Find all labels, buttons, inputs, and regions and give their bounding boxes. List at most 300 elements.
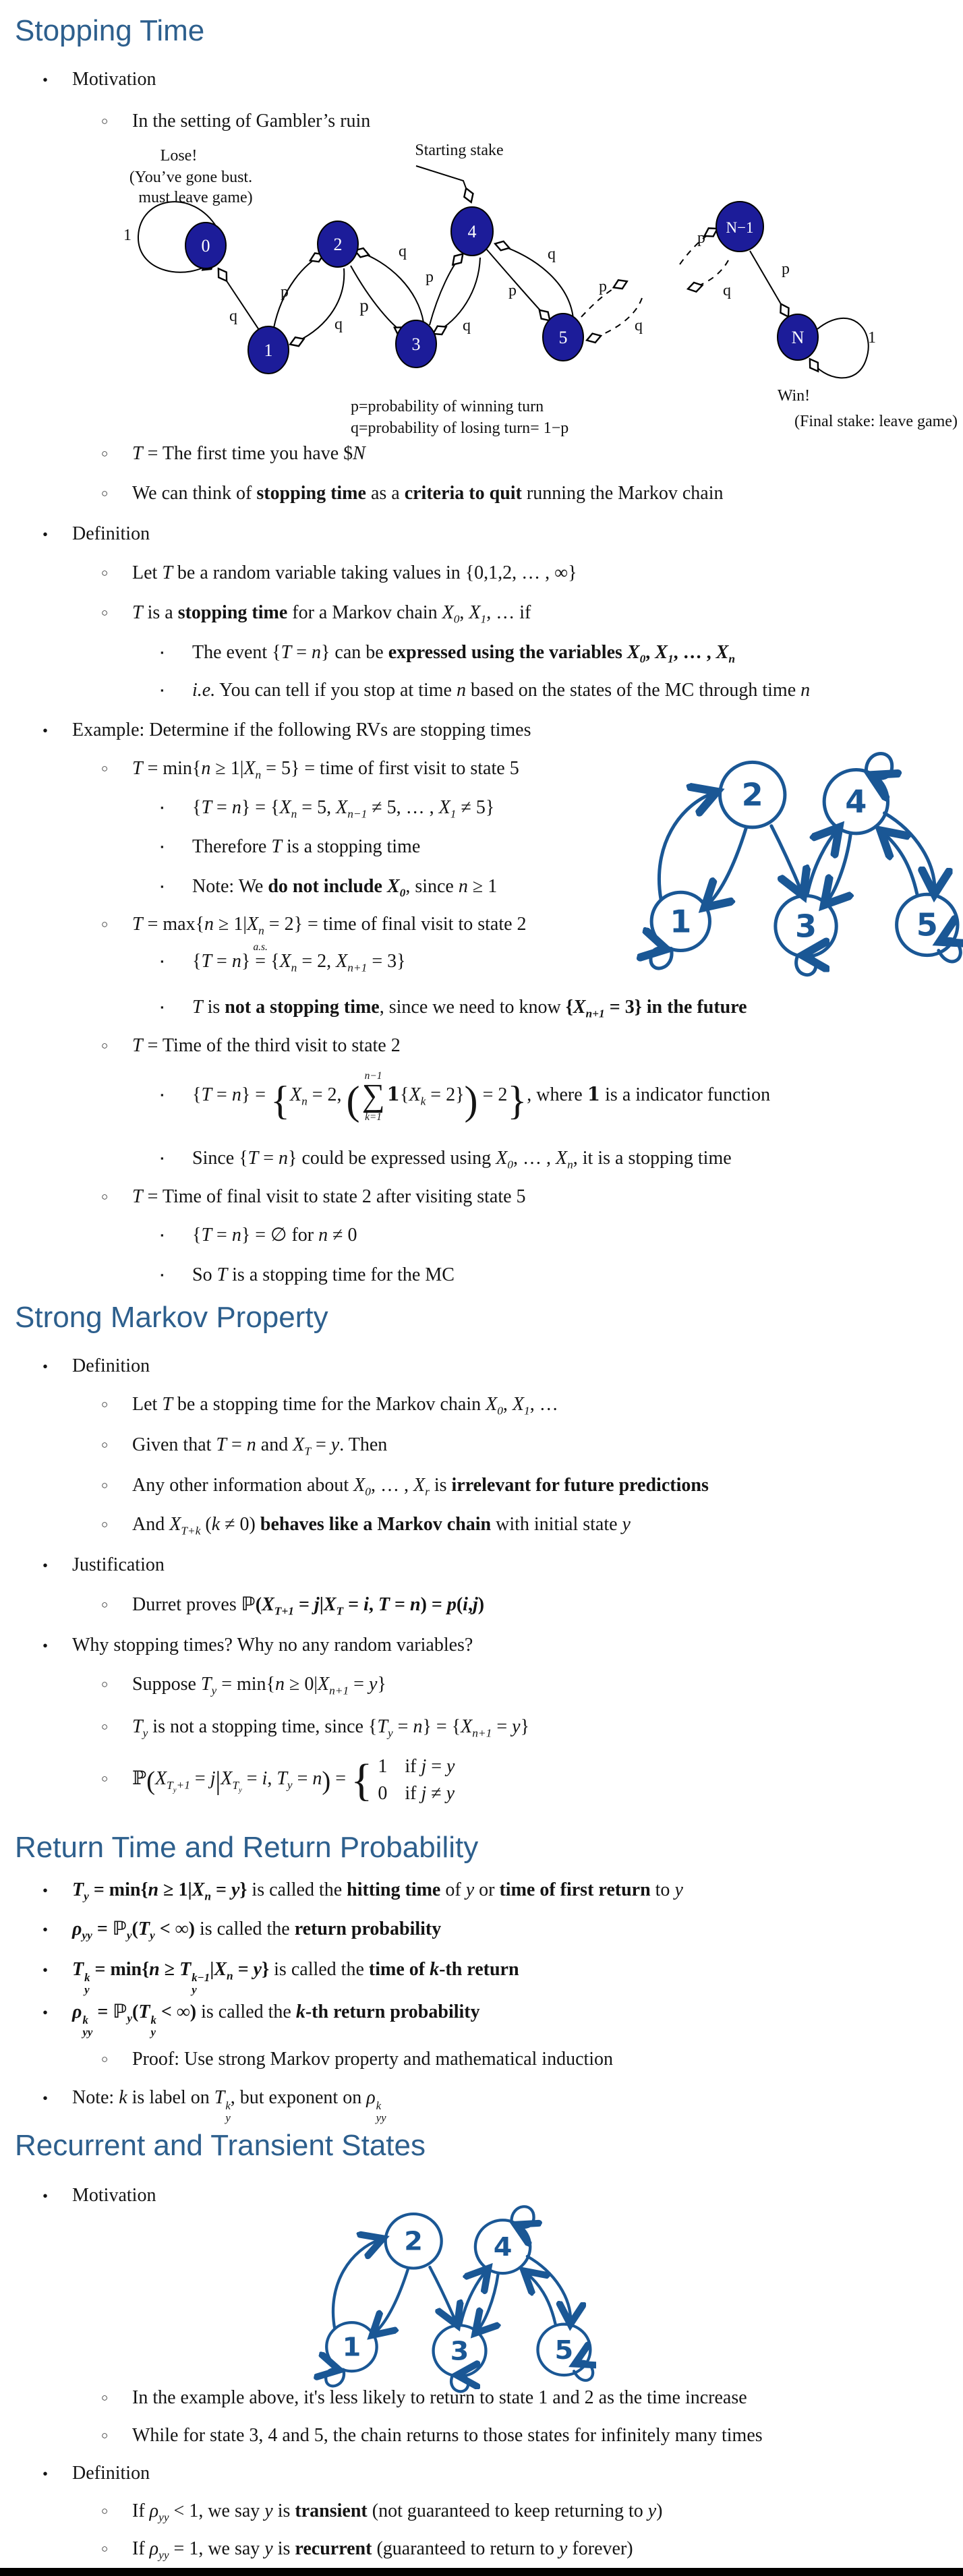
text-run: $\rho_{yy}$ [149,2538,169,2562]
text-run: $X_0$ [496,1148,513,1171]
bullet-glyph: ○ [101,1678,109,1691]
text-run: < ∞) [156,2001,197,2022]
text-run: $X_0$ [386,876,406,900]
text-run: of [440,1879,466,1900]
text-run: k [211,1514,221,1535]
subscript: n [291,961,297,974]
bullet-glyph: ▪ [160,1002,164,1012]
text-run: , [459,602,469,623]
subscript: T+1 [274,1604,294,1618]
outline-item [101,109,370,136]
summation: n−1 ∑ k=1 [361,1070,385,1123]
text-run: with initial state [491,1514,622,1535]
bullet-glyph: ▪ [160,956,164,966]
outline-item [101,1185,526,1211]
text-run: expressed using the variables [388,642,627,663]
text-run: T [216,1434,227,1455]
svg-text:1: 1 [868,329,876,347]
text-run: if [405,1756,421,1777]
text-run: Suppose [132,1674,201,1695]
text-run: y [559,2538,568,2559]
subscript: y [127,2012,133,2025]
svg-text:2: 2 [333,235,343,254]
outline-item [101,1433,387,1459]
text-run: = [212,1225,232,1246]
bullet-glyph: • [42,1637,49,1654]
text-run: T [201,797,212,818]
text-run: ( [132,1919,138,1939]
text-run: Given that [132,1434,216,1455]
text-run: T [132,1035,143,1056]
text-run: ≥ 0| [285,1674,318,1695]
subscript: n+1 [472,1726,492,1740]
text-run: = 3} [604,997,647,1018]
outline-item [160,875,497,902]
text-run: $X_n$ [279,951,297,974]
svg-text:p: p [281,283,289,301]
text-run: , [467,1594,473,1615]
text-run: $X_{n+1}$ [336,951,368,974]
text-run: = [392,1716,413,1737]
text-run: i [262,1768,268,1790]
text-run: = [212,1084,232,1106]
text-run: T [281,642,292,663]
text-run: y [368,1674,378,1695]
text-run: < 1, we say [169,2500,265,2521]
super-subscript: k y [150,2014,156,2039]
text-run: $X_T$ [323,1594,344,1618]
text-run: -th return probability [305,2001,480,2022]
text-run: is [272,2538,295,2559]
super-subscript: k y [225,2099,231,2124]
bullet-glyph: ○ [101,918,109,931]
subscript: yy [82,1929,92,1942]
text-run: } [262,1959,270,1980]
text-run: ℙ$_y$ [112,1919,132,1942]
text-run: is called the [269,1959,369,1980]
text-run: k [119,2087,127,2108]
bullet-glyph: ○ [101,1190,109,1203]
text-run: Since { [192,1148,248,1169]
outline-item [42,1917,441,1942]
bullet-glyph: • [42,722,49,739]
super-subscript: k−1 y [192,1971,210,1996]
text-run: $X_{n+1}$ [573,997,605,1020]
text-run: $X_r$ [413,1475,430,1498]
svg-text:Starting stake: Starting stake [415,142,504,159]
cases-row [378,1782,455,1806]
tall-delimiter: ( [346,1078,360,1124]
text-run: Definition [72,2463,150,2484]
text-run: is label on [127,2087,214,2108]
text-run: T [201,1084,212,1106]
text-run: < ∞) [154,1919,195,1939]
text-run: $X_1$ [512,1394,530,1417]
text-run: Note: We [192,876,268,897]
subscript: 0 [399,886,406,900]
text-run: and [256,1434,293,1455]
bullet-glyph: ○ [101,1039,109,1052]
text-run: $T_y$ [276,1768,293,1792]
bullet-glyph: ▪ [160,881,164,891]
bullet-glyph: • [42,1962,49,1979]
text-run: $X_n$ [214,1959,233,1983]
text-run: ≥ 1 [467,876,498,897]
subscript: n+1 [585,1007,605,1020]
edge-3-4 [807,830,837,894]
text-run: } = { [422,1716,461,1737]
text-run: T [132,602,143,623]
text-run: n [311,642,321,663]
text-run: (guaranteed to return to [372,2538,560,2559]
svg-text:3: 3 [411,334,421,354]
text-run: y [231,1879,240,1900]
text-run: based on the states of the MC through time [465,680,801,701]
text-run: is a indicator function [600,1084,771,1106]
text-run: $X_n$ [289,1084,308,1109]
bullet-glyph: ○ [101,2053,109,2066]
text-run: Note: [72,2087,119,2108]
text-run: n [413,1716,423,1737]
text-run: { [192,797,202,818]
text-run: n [279,1148,289,1169]
bullet-glyph: ▪ [160,1153,164,1163]
text-run: running the Markov chain [521,483,724,504]
outline-item [101,1755,455,1806]
text-run: j [210,1768,216,1790]
text-run: T [201,1225,212,1246]
text-run: ρ k yy [72,2001,93,2039]
subscript: y [387,1726,393,1740]
text-run: = [390,1594,410,1615]
edge-4-3 [434,258,480,333]
text-run: (not guaranteed to keep returning to [367,2500,648,2521]
svg-text:p: p [359,295,369,316]
svg-text:q: q [399,243,407,260]
text-run: $X_1$ [469,602,487,626]
text-run: = 5} = time of first visit to state 5 [261,758,519,779]
outline-item [42,2000,480,2038]
text-run: k [430,1959,440,1980]
text-run: hitting time [347,1879,441,1900]
edge-4-5 [885,813,935,891]
text-run: Example: Determine if the following RVs are stopping times [72,720,531,740]
text-run: n [231,1225,241,1246]
text-run: = 2} = time of final visit to state 2 [264,914,527,935]
text-run: or [474,1879,500,1900]
subscript: n [301,1095,308,1109]
bullet-glyph: • [42,1557,49,1574]
heading-recurrent-transient [15,2128,426,2163]
text-run: y [446,1783,455,1804]
heading-strong-markov [15,1300,328,1335]
text-run: ℙ$_y$ [113,2001,133,2025]
text-run: ≠ 0 [328,1225,357,1246]
text-run: $X_1$ [655,642,674,666]
svg-text:N−1: N−1 [726,219,754,236]
outline-item [160,1263,455,1290]
bullet-glyph: ○ [101,115,109,127]
svg-text:q: q [723,282,731,299]
subscript: n+1 [347,961,368,974]
text-run: T [216,1264,228,1285]
outline-item [101,2047,613,2074]
text-run: T [378,1594,390,1615]
text-run: T k−1 y [179,1959,210,1996]
text-run: $X_n$ [247,914,264,937]
text-run: ) [477,1594,485,1615]
text-run: T k y [72,1959,90,1996]
text-run: is [202,997,225,1018]
text-run: = The first time you have $ [142,443,353,464]
text-run: , since we need to know [379,997,566,1018]
window-bottom-edge [0,2568,963,2576]
text-run: { [192,1084,202,1106]
text-run: T [162,1394,173,1415]
text-run: irrelevant for future predictions [451,1475,709,1496]
tall-delimiter: { [270,1078,290,1124]
subscript [167,1779,190,1792]
text-run: $X_{n+1}$ [317,1674,349,1697]
text-run: The event { [192,642,281,663]
svg-text:q=probability of losing turn=: q=probability of losing turn= 1−p [351,419,569,437]
subscript [232,1779,241,1792]
bullet-glyph: • [42,2004,49,2021]
svg-text:4: 4 [493,2232,513,2262]
text-run: 1 [386,1083,401,1106]
subscript: n [204,1890,211,1903]
outline-item [160,796,494,823]
subscript: yy [158,2511,169,2524]
subscript: y [126,1929,132,1942]
text-run: } could be expressed using [288,1148,496,1169]
text-run: not a stopping time [225,997,380,1018]
bullet-glyph: ○ [101,762,109,775]
edge-5-4 [883,833,917,894]
text-run: $T_y$ [200,1674,217,1697]
text-run: { [192,951,202,972]
text-run: y [330,1434,340,1455]
bullet-glyph: ○ [101,1598,109,1611]
text-run: { [266,951,280,972]
subscript: 0 [497,1404,503,1417]
bullet-glyph: ○ [101,606,109,619]
cases-row [378,1755,455,1779]
outline-item [160,995,747,1022]
text-run: . Then [339,1434,388,1455]
text-run: to [650,1879,675,1900]
outline-item [101,2537,633,2563]
bullet-glyph: ○ [101,1772,109,1786]
outline-item [101,1715,529,1741]
text-run: i [463,1594,468,1615]
outline-item [160,835,420,862]
text-run: = [426,1756,447,1777]
svg-text:1: 1 [264,341,273,360]
outline-item [160,678,810,705]
text-run: N [353,443,366,464]
svg-text:q: q [548,245,556,263]
text-run: do not include [268,876,387,897]
heading-stopping-time [15,13,204,49]
text-run: T k y [214,2087,231,2124]
svg-text:q: q [229,308,237,325]
text-run: = [258,1148,279,1169]
text-run: 1 [587,1083,601,1106]
text-run: $T_y$ [167,1779,177,1794]
text-run: n [275,1674,285,1695]
hand-drawn-chain-figure [310,2193,596,2397]
text-run: n [458,876,468,897]
text-run: = [349,1674,369,1695]
subscript: y [173,1786,177,1794]
subscript: 1 [480,612,487,626]
subscript: n [567,1158,573,1171]
edge-4-5 [486,248,549,320]
text-run: So [192,1264,217,1285]
tall-delimiter: ) [464,1078,478,1124]
text-run: = [227,1434,247,1455]
text-run: } = ∅ for [241,1225,319,1246]
text-run: T [271,836,282,857]
state-node-labels [202,219,805,360]
text-run: recurrent [295,2538,372,2559]
subscript: yy [158,2548,169,2562]
text-run: Motivation [72,2185,156,2206]
text-run: Let [132,1394,163,1415]
outline-item [101,2499,662,2525]
bullet-glyph: • [42,1921,49,1938]
text-run: k [295,2001,305,2022]
hand-drawn-chain-figure [633,737,963,981]
svg-text:3: 3 [450,2337,469,2367]
text-run: { [192,1225,202,1246]
text-run: If [132,2538,150,2559]
subscript: y [211,1684,217,1697]
text-run: | [210,1959,214,1980]
text-run: = [291,642,312,663]
outline-item [42,1633,473,1658]
tall-delimiter: ) [322,1767,331,1796]
subscript: n [227,1969,233,1983]
text-run: T [132,1186,143,1207]
text-run: criteria to quit [404,483,522,504]
text-run: = [241,1768,262,1790]
text-run: ≠ [426,1783,446,1804]
text-run: -th return [439,1959,519,1980]
text-run: $X_0$ [486,1394,503,1417]
svg-text:p: p [782,260,790,278]
text-run: Return Time and Return Probability [15,1831,479,1864]
text-run: is a [142,602,178,623]
text-run: $X_{n+1}$ [461,1716,492,1740]
outline-item [160,1071,770,1122]
svg-text:2: 2 [741,776,763,813]
text-run: n [246,1434,256,1455]
text-run: ≠ 5, … , [367,797,439,818]
subscript: y [238,1786,242,1794]
text-run: time of [368,1959,430,1980]
text-run: n [409,1594,421,1615]
text-run: n [231,951,241,972]
svg-text:q: q [635,317,643,334]
text-run: be a stopping time for the Markov chain [172,1394,486,1415]
text-run: i.e. [192,680,216,701]
text-run: , … , [370,1475,413,1496]
text-run: i [363,1594,369,1615]
subscript: n+1 [329,1684,349,1697]
text-run: } = [241,1084,271,1106]
text-run: y [622,1514,631,1535]
outline-item [160,1223,357,1250]
edge-2-1 [707,827,746,905]
edge-4-3 [826,834,850,902]
svg-text:1: 1 [342,2333,361,2363]
svg-text:5: 5 [916,906,938,943]
text-run: = [212,951,232,972]
text-run: Any other information about [132,1475,354,1496]
text-run: $X_{T_y+1}$ [154,1768,190,1794]
text-run: $X_n$ [243,758,262,782]
subscript: n [255,768,262,782]
text-run: , but exponent on [230,2087,367,2108]
text-run: T [192,997,203,1018]
outline-item [160,641,735,668]
text-run: n [312,1768,322,1790]
super-subscript: k y [84,1971,90,1996]
text-run: $X_T$ [293,1434,311,1458]
text-run: = [292,1768,313,1790]
text-run: Stopping Time [15,14,205,47]
text-run: $X_0$ [626,642,646,666]
text-run: n [148,1879,159,1900]
text-run: $X_{n-1}$ [336,797,368,821]
text-run: T [247,1148,259,1169]
text-run: T [132,443,143,464]
heading-return-time [15,1830,478,1865]
text-run: = 2} [426,1084,465,1106]
text-run: $X_n$ [279,797,297,821]
text-run: } can be [320,642,388,663]
svg-text:p: p [508,282,517,299]
text-run: ( [200,1514,212,1535]
text-run: = [92,1919,113,1939]
text-run: = [330,1768,351,1790]
text-run: Proof: Use strong Markov property and mathematical induction [132,2049,614,2070]
text-run: If [132,2500,150,2521]
text-run: behaves like a Markov chain [260,1514,492,1535]
text-run: = [92,2001,113,2022]
outline-item [160,941,406,976]
svg-text:5: 5 [554,2335,574,2366]
text-run: { [565,997,573,1018]
edge-right-5-dashed [588,298,642,340]
text-run: While for state 3, 4 and 5, the chain returns to those states for infinitely many times [132,2425,763,2446]
svg-text:0: 0 [201,236,210,256]
text-run: ℙ( [241,1594,262,1615]
svg-text:Win!: Win! [777,387,811,405]
text-run: $X_n$ [192,1879,211,1903]
text-run: , … if [486,602,531,623]
text-run: $T_y$ [377,1716,393,1740]
text-run: $\rho_{yy}$ [72,1919,92,1942]
text-run: T k y [138,2001,156,2039]
text-run: , [645,642,655,663]
super-subscript: k yy [376,2099,386,2124]
text-run: = 3} [367,951,406,972]
svg-text:4: 4 [467,222,477,241]
starting-stake-pointer [416,166,471,201]
